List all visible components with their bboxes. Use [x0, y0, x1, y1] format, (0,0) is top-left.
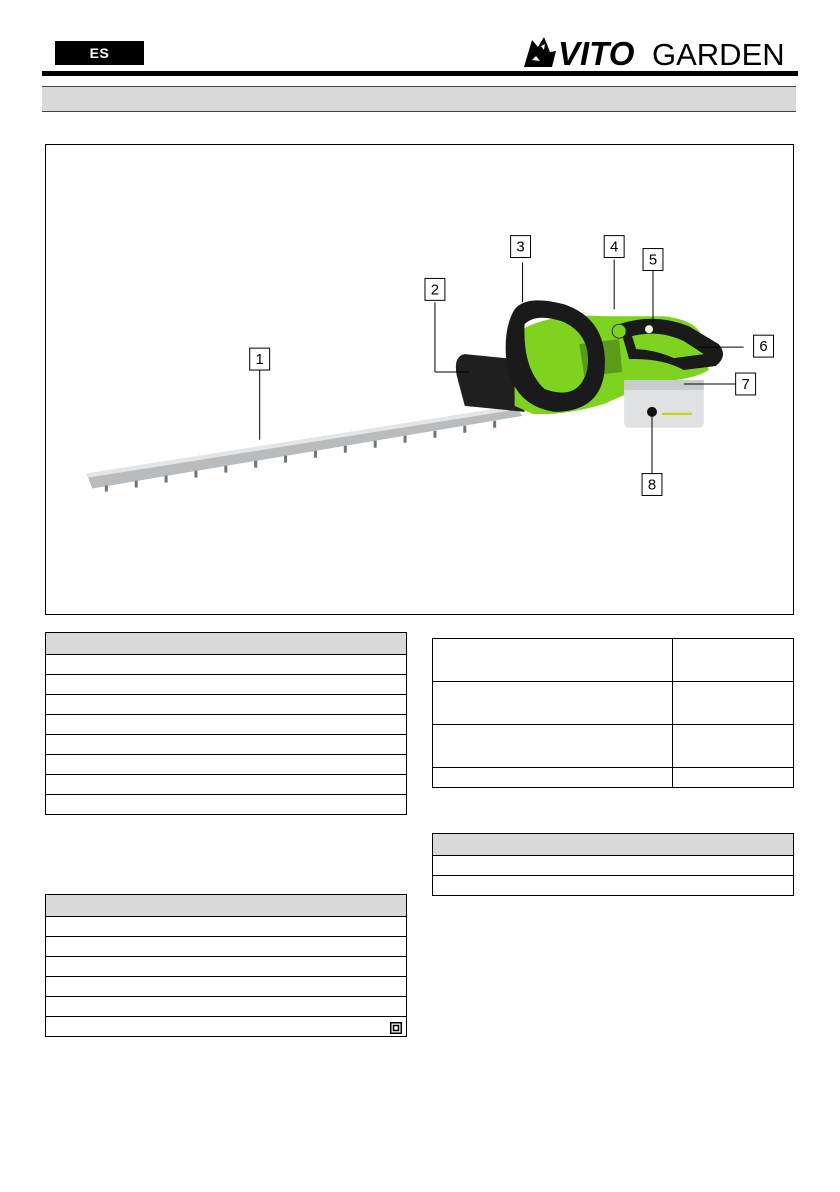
table-row [46, 675, 407, 695]
table-header [46, 633, 407, 655]
brand-logo [522, 34, 787, 70]
product-figure [45, 144, 794, 615]
brand-name-regular: GARDEN [652, 37, 785, 70]
table-row [46, 715, 407, 735]
parts-list-table [45, 632, 407, 815]
table-header [433, 834, 794, 856]
svg-text:7: 7 [741, 375, 750, 393]
table-row [46, 755, 407, 775]
table-row [46, 917, 407, 937]
svg-text:6: 6 [759, 338, 768, 356]
svg-text:5: 5 [648, 251, 658, 269]
table-cell [433, 639, 673, 682]
table-row [46, 1017, 407, 1037]
table-row [46, 775, 407, 795]
table-cell [433, 725, 673, 768]
table-cell [433, 682, 673, 725]
part-label-4 [604, 236, 624, 258]
table-row [46, 937, 407, 957]
part-label-8 [642, 474, 662, 496]
table-cell [433, 768, 673, 788]
table-cell [673, 682, 794, 725]
table-row [433, 856, 794, 876]
table-row [46, 977, 407, 997]
language-badge [55, 41, 144, 65]
table-row [433, 876, 794, 896]
table-row [46, 735, 407, 755]
part-label-5 [643, 249, 663, 271]
table-header [46, 895, 407, 917]
svg-text:3: 3 [516, 238, 525, 256]
part-label-1 [250, 348, 270, 370]
accessories-table [432, 833, 794, 896]
header-rule [42, 71, 798, 76]
section-title-bar [42, 86, 796, 112]
table-cell [673, 725, 794, 768]
part-label-2 [425, 278, 445, 300]
table-cell [673, 768, 794, 788]
table-row [46, 695, 407, 715]
table-cell [673, 639, 794, 682]
table-row [46, 795, 407, 815]
svg-text:2: 2 [430, 281, 440, 299]
svg-text:4: 4 [610, 238, 619, 256]
part-label-7 [736, 373, 756, 395]
table-row [46, 655, 407, 675]
double-square-icon [390, 1022, 402, 1034]
table-row [46, 997, 407, 1017]
language-code: ES [89, 45, 110, 61]
part-label-6 [754, 335, 774, 357]
technical-data-table [45, 894, 407, 1037]
table-row [46, 957, 407, 977]
noise-vibration-table [432, 638, 794, 788]
brand-name-bold: VITO [558, 35, 635, 70]
part-label-3 [511, 236, 531, 258]
blade-illustration [86, 406, 522, 492]
svg-text:1: 1 [255, 351, 264, 369]
svg-text:8: 8 [647, 476, 657, 494]
